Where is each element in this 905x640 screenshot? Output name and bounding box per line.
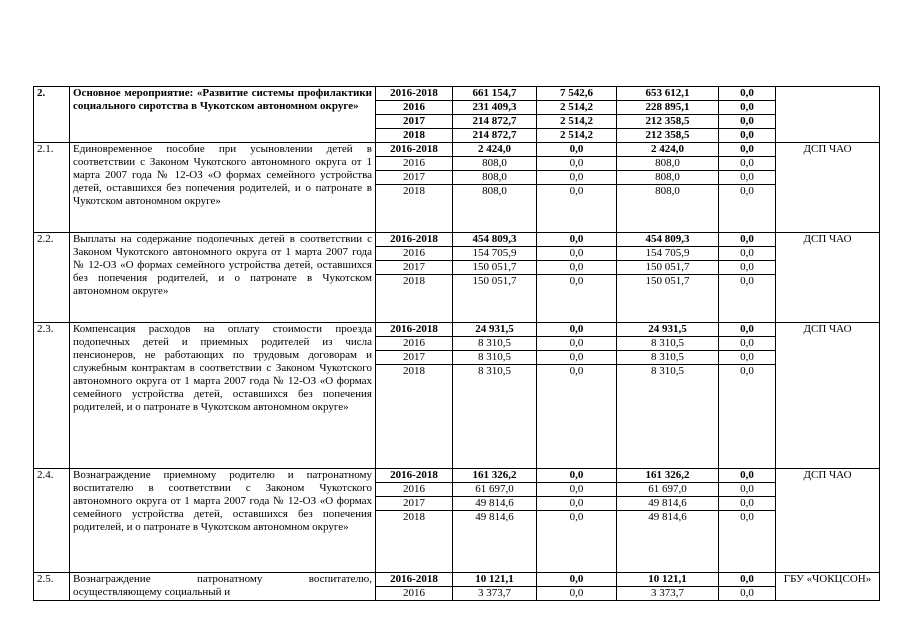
total-funding-cell: 231 409,3 <box>453 101 537 115</box>
total-funding-cell: 3 373,7 <box>453 587 537 601</box>
federal-funding-cell: 0,0 <box>537 171 617 185</box>
federal-funding-cell: 0,0 <box>537 143 617 157</box>
regional-funding-cell: 150 051,7 <box>617 275 719 323</box>
total-funding-cell: 808,0 <box>453 157 537 171</box>
total-funding-cell: 61 697,0 <box>453 483 537 497</box>
table-row <box>34 87 880 101</box>
total-funding-cell: 454 809,3 <box>453 233 537 247</box>
regional-funding-cell: 212 358,5 <box>617 129 719 143</box>
period-cell: 2018 <box>376 185 453 233</box>
item-number: 2.3. <box>34 323 70 469</box>
other-funding-cell: 0,0 <box>719 323 776 337</box>
table-row <box>34 233 880 247</box>
regional-funding-cell: 228 895,1 <box>617 101 719 115</box>
federal-funding-cell: 0,0 <box>537 587 617 601</box>
executor-cell: ДСП ЧАО <box>776 143 880 233</box>
table-row <box>34 143 880 157</box>
regional-funding-cell: 161 326,2 <box>617 469 719 483</box>
total-funding-cell: 661 154,7 <box>453 87 537 101</box>
table-row <box>34 469 880 483</box>
executor-cell <box>776 87 880 143</box>
table-row <box>34 573 880 587</box>
table-row <box>34 323 880 337</box>
regional-funding-cell: 49 814,6 <box>617 497 719 511</box>
period-cell: 2016-2018 <box>376 469 453 483</box>
other-funding-cell: 0,0 <box>719 185 776 233</box>
regional-funding-cell: 8 310,5 <box>617 365 719 469</box>
period-cell: 2016 <box>376 247 453 261</box>
federal-funding-cell: 0,0 <box>537 275 617 323</box>
period-cell: 2018 <box>376 365 453 469</box>
other-funding-cell: 0,0 <box>719 573 776 587</box>
other-funding-cell: 0,0 <box>719 337 776 351</box>
item-name: Выплаты на содержание подопечных детей в соответствии с Законом Чукотского автономного округа от 1 марта 2007 года № 12-ОЗ «О формах семейного устройства детей, оставшихся без попечения родителей, и о патронате в Чукотском автономном округе» <box>70 233 376 323</box>
total-funding-cell: 49 814,6 <box>453 511 537 573</box>
total-funding-cell: 8 310,5 <box>453 365 537 469</box>
item-number: 2.5. <box>34 573 70 601</box>
other-funding-cell: 0,0 <box>719 247 776 261</box>
period-cell: 2017 <box>376 171 453 185</box>
item-number: 2.2. <box>34 233 70 323</box>
regional-funding-cell: 8 310,5 <box>617 337 719 351</box>
federal-funding-cell: 0,0 <box>537 511 617 573</box>
federal-funding-cell: 2 514,2 <box>537 115 617 129</box>
other-funding-cell: 0,0 <box>719 511 776 573</box>
period-cell: 2018 <box>376 275 453 323</box>
federal-funding-cell: 7 542,6 <box>537 87 617 101</box>
total-funding-cell: 154 705,9 <box>453 247 537 261</box>
total-funding-cell: 24 931,5 <box>453 323 537 337</box>
regional-funding-cell: 8 310,5 <box>617 351 719 365</box>
item-number: 2. <box>34 87 70 143</box>
regional-funding-cell: 49 814,6 <box>617 511 719 573</box>
total-funding-cell: 49 814,6 <box>453 497 537 511</box>
executor-cell: ДСП ЧАО <box>776 323 880 469</box>
federal-funding-cell: 2 514,2 <box>537 101 617 115</box>
item-name: Основное мероприятие: «Развитие системы профилактики социального сиротства в Чукотском автономном округе» <box>70 87 376 143</box>
period-cell: 2016-2018 <box>376 323 453 337</box>
item-name: Вознаграждение приемному родителю и патронатному воспитателю в соответствии с Законом Чукотского автономного округа от 1 марта 2007 года № 12-ОЗ «О формах семейного устройства детей, оставшихся без попечения родителей, и о патронате в Чукотском автономном округе» <box>70 469 376 573</box>
period-cell: 2016 <box>376 337 453 351</box>
federal-funding-cell: 2 514,2 <box>537 129 617 143</box>
period-cell: 2017 <box>376 351 453 365</box>
federal-funding-cell: 0,0 <box>537 157 617 171</box>
total-funding-cell: 8 310,5 <box>453 351 537 365</box>
regional-funding-cell: 454 809,3 <box>617 233 719 247</box>
period-cell: 2018 <box>376 129 453 143</box>
federal-funding-cell: 0,0 <box>537 233 617 247</box>
item-name: Единовременное пособие при усыновлении детей в соответствии с Законом Чукотского автономного округа от 1 марта 2007 года № 12-ОЗ «О формах семейного устройства детей, оставшихся без попечения родителей, и о патронате в Чукотском автономном округе» <box>70 143 376 233</box>
regional-funding-cell: 2 424,0 <box>617 143 719 157</box>
regional-funding-cell: 808,0 <box>617 157 719 171</box>
other-funding-cell: 0,0 <box>719 351 776 365</box>
total-funding-cell: 214 872,7 <box>453 129 537 143</box>
total-funding-cell: 2 424,0 <box>453 143 537 157</box>
other-funding-cell: 0,0 <box>719 171 776 185</box>
other-funding-cell: 0,0 <box>719 275 776 323</box>
other-funding-cell: 0,0 <box>719 129 776 143</box>
other-funding-cell: 0,0 <box>719 469 776 483</box>
federal-funding-cell: 0,0 <box>537 497 617 511</box>
total-funding-cell: 808,0 <box>453 185 537 233</box>
federal-funding-cell: 0,0 <box>537 185 617 233</box>
item-name: Компенсация расходов на оплату стоимости проезда подопечных детей и приемных родителей из числа пенсионеров, не работающих по трудовым договорам и служебным контрактам в соответствии с Законом Чукотского автономного округа от 1 марта 2007 года № 12-ОЗ «О формах семейного устройства детей, оставшихся без попечения родителей, и о патронате в Чукотском автономном округе» <box>70 323 376 469</box>
other-funding-cell: 0,0 <box>719 87 776 101</box>
regional-funding-cell: 808,0 <box>617 171 719 185</box>
period-cell: 2016 <box>376 101 453 115</box>
other-funding-cell: 0,0 <box>719 115 776 129</box>
federal-funding-cell: 0,0 <box>537 261 617 275</box>
regional-funding-cell: 61 697,0 <box>617 483 719 497</box>
federal-funding-cell: 0,0 <box>537 337 617 351</box>
total-funding-cell: 214 872,7 <box>453 115 537 129</box>
document-page <box>33 86 880 601</box>
period-cell: 2017 <box>376 261 453 275</box>
item-number: 2.1. <box>34 143 70 233</box>
regional-funding-cell: 212 358,5 <box>617 115 719 129</box>
item-number: 2.4. <box>34 469 70 573</box>
budget-table <box>33 86 880 601</box>
total-funding-cell: 808,0 <box>453 171 537 185</box>
executor-cell: ГБУ «ЧОКЦСОН» <box>776 573 880 601</box>
budget-table-body <box>34 87 880 601</box>
regional-funding-cell: 653 612,1 <box>617 87 719 101</box>
period-cell: 2017 <box>376 497 453 511</box>
item-name: Вознаграждение патронатному воспитателю, осуществляющему социальный и <box>70 573 376 601</box>
regional-funding-cell: 808,0 <box>617 185 719 233</box>
federal-funding-cell: 0,0 <box>537 247 617 261</box>
period-cell: 2016-2018 <box>376 233 453 247</box>
regional-funding-cell: 3 373,7 <box>617 587 719 601</box>
other-funding-cell: 0,0 <box>719 261 776 275</box>
total-funding-cell: 150 051,7 <box>453 261 537 275</box>
federal-funding-cell: 0,0 <box>537 469 617 483</box>
regional-funding-cell: 154 705,9 <box>617 247 719 261</box>
other-funding-cell: 0,0 <box>719 483 776 497</box>
period-cell: 2016-2018 <box>376 573 453 587</box>
period-cell: 2018 <box>376 511 453 573</box>
total-funding-cell: 150 051,7 <box>453 275 537 323</box>
total-funding-cell: 10 121,1 <box>453 573 537 587</box>
period-cell: 2016-2018 <box>376 143 453 157</box>
other-funding-cell: 0,0 <box>719 101 776 115</box>
federal-funding-cell: 0,0 <box>537 483 617 497</box>
period-cell: 2016 <box>376 157 453 171</box>
period-cell: 2017 <box>376 115 453 129</box>
other-funding-cell: 0,0 <box>719 143 776 157</box>
federal-funding-cell: 0,0 <box>537 351 617 365</box>
other-funding-cell: 0,0 <box>719 157 776 171</box>
total-funding-cell: 161 326,2 <box>453 469 537 483</box>
period-cell: 2016-2018 <box>376 87 453 101</box>
other-funding-cell: 0,0 <box>719 587 776 601</box>
regional-funding-cell: 24 931,5 <box>617 323 719 337</box>
executor-cell: ДСП ЧАО <box>776 469 880 573</box>
other-funding-cell: 0,0 <box>719 365 776 469</box>
federal-funding-cell: 0,0 <box>537 573 617 587</box>
federal-funding-cell: 0,0 <box>537 365 617 469</box>
executor-cell: ДСП ЧАО <box>776 233 880 323</box>
period-cell: 2016 <box>376 587 453 601</box>
regional-funding-cell: 150 051,7 <box>617 261 719 275</box>
total-funding-cell: 8 310,5 <box>453 337 537 351</box>
other-funding-cell: 0,0 <box>719 497 776 511</box>
federal-funding-cell: 0,0 <box>537 323 617 337</box>
other-funding-cell: 0,0 <box>719 233 776 247</box>
period-cell: 2016 <box>376 483 453 497</box>
regional-funding-cell: 10 121,1 <box>617 573 719 587</box>
